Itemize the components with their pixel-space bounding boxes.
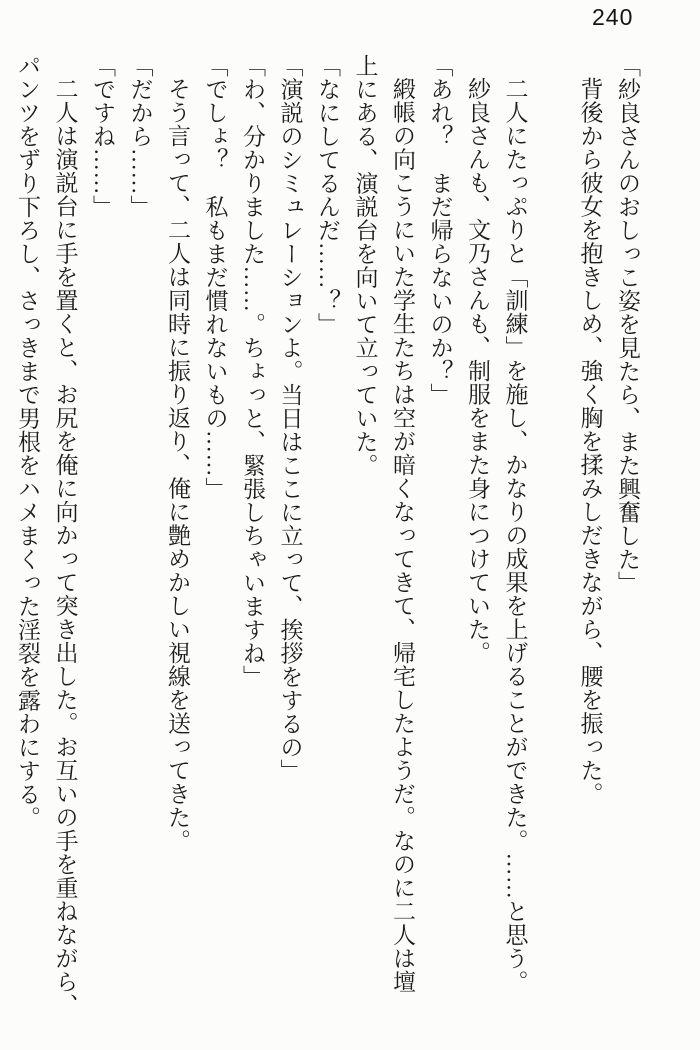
- text-line: 紗良さんも、文乃さんも、制服をまた身につけていた。: [465, 77, 490, 665]
- text-line: そう言って、二人は同時に振り返り、俺に艶めかしい視線を送ってきた。: [165, 77, 190, 853]
- page-number: 240: [592, 4, 634, 30]
- text-line: 「だから……」: [127, 54, 153, 219]
- text-line: 「演説のシミュレーションよ。当日はここに立って、挨拶をするの」: [277, 54, 303, 783]
- text-line: 「ですね……」: [90, 54, 115, 219]
- text-line: パンツをずり下ろし、さっきまで男根をハメまくった淫裂を露わにする。: [15, 54, 40, 830]
- text-line: 緞帳の向こうにいた学生たちは空が暗くなってきて、帰宅したようだ。なのに二人は壇: [390, 77, 415, 994]
- page-text-block: [9, 54, 647, 1042]
- text-line: 二人にたっぷりと「訓練」を施し、かなりの成果を上げることができた。……と思う。: [502, 77, 528, 994]
- text-line: 「なにしてるんだ……？」: [315, 54, 340, 336]
- text-line: 「わ、分かりました……。ちょっと、緊張しちゃいますね」: [240, 54, 265, 689]
- blank-line: [534, 54, 572, 1042]
- text-line: 「紗良さんのおしっこ姿を見たら、また興奮した」: [615, 54, 640, 595]
- text-line: 上にある、演説台を向いて立っていた。: [352, 54, 378, 477]
- text-line: 「でしょ？ 私もまだ慣れないもの……」: [202, 54, 228, 501]
- text-line: 背後から彼女を抱きしめ、強く胸を揉みしだきながら、腰を振った。: [577, 77, 603, 806]
- text-line: 「あれ？ まだ帰らないのか？」: [427, 54, 453, 407]
- text-line: 二人は演説台に手を置くと、お尻を俺に向かって突き出した。お互いの手を重ねながら、: [52, 77, 78, 1017]
